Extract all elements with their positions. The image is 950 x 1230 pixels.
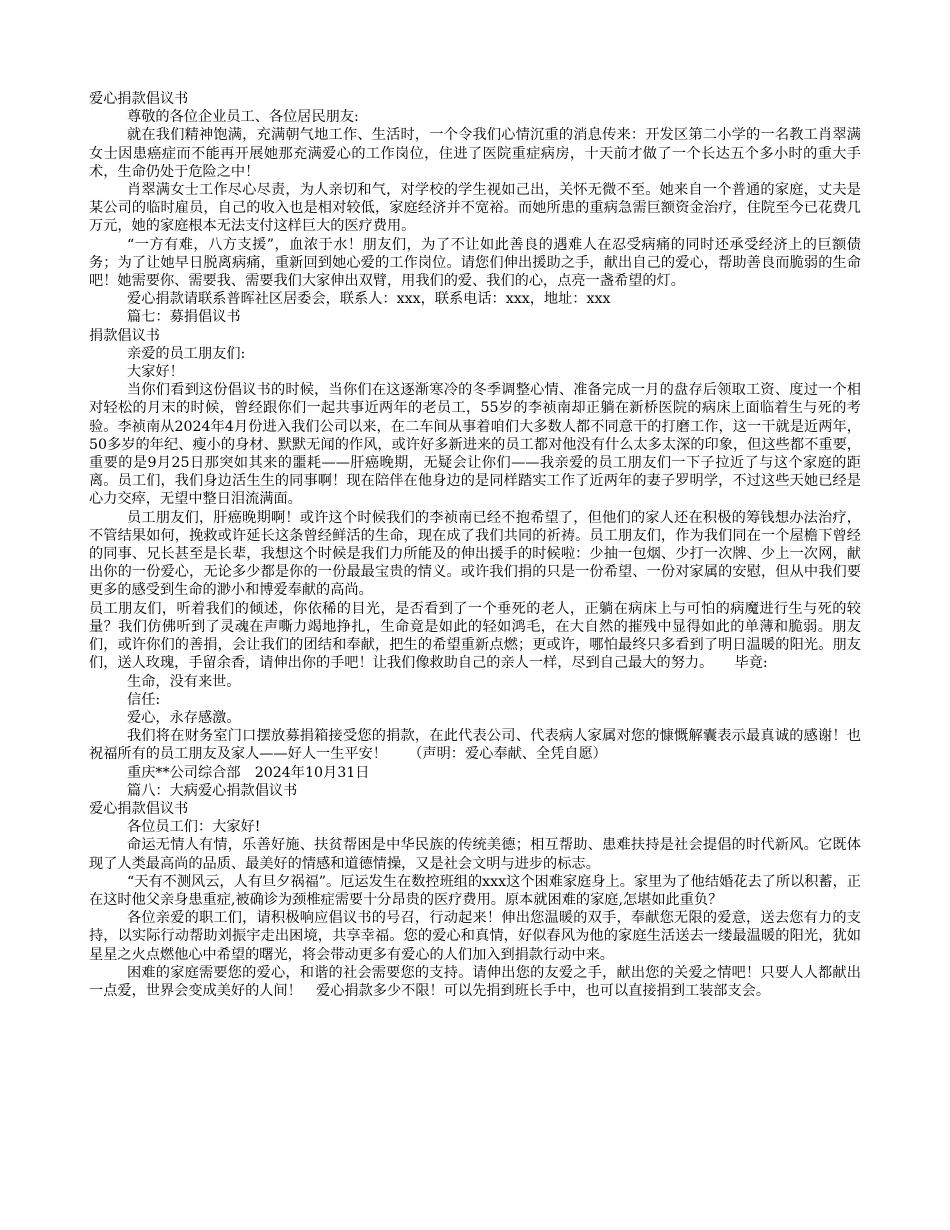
contact-line: 爱心捐款请联系普晖社区居委会，联系人：xxx，联系电话：xxx，地址：xxx [127, 291, 611, 308]
salutation: 尊敬的各位企业员工、各位居民朋友: [127, 109, 359, 126]
paragraph: 肖翠满女士工作尽心尽责，为人亲切和气，对学校的学生视如己出，关怀无微不至。她来自一个普通的家庭，丈夫是某公司的临时雇员，自己的收入也是相对较低，家庭经济并不宽裕。而她所患的重病急需巨额资金治疗，住院至今已花费几万元，她的家庭根本无法支付这样巨大的医疗费用。 [89, 182, 861, 235]
paragraph: 员工朋友们，肝癌晚期啊！或许这个时候我们的李祯南已经不抱希望了，但他们的家人还在积极的筹钱想办法治疗，不管结果如何，挽救或许延长这条曾经鲜活的生命，现在成了我们共同的祈祷。员工朋友们，作为我们同在一个屋檐下曾经的同事、兄长甚至是长辈，我想这个时候是我们力所能及的伸出援手的时候啦：少抽一包烟、少打一次牌、少上一次网，献出你的一份爱心，无论多少都是你的一份最最宝贵的情义。或许我们捐的只是一份希望、一份对家属的安慰，但从中我们要更多的感受到生命的渺小和博爱奉献的高尚。 [89, 509, 861, 599]
paragraph: 员工朋友们，听着我们的倾述，你依稀的目光，是否看到了一个垂死的老人，正躺在病床上与可怕的病魔进行生与死的较量？我们仿佛听到了灵魂在声嘶力竭地挣扎，生命竟是如此的轻如鸿毛，在大自然的摧残中显得如此的单薄和脆弱。朋友们，或许你们的善捐，会让我们的团结和奉献，把生的希望重新点燃；更或许，哪怕最终只多看到了明日温暖的阳光。朋友们，送人玫瑰，手留余香，请伸出你的手吧！让我们像救助自己的亲人一样，尽到自己最大的努力。 毕竟: [89, 600, 861, 672]
doc-title: 爱心捐款倡议书 [89, 800, 189, 817]
section-heading: 篇八：大病爱心捐款倡议书 [127, 782, 298, 799]
salutation: 亲爱的员工朋友们: [127, 345, 246, 362]
paragraph: 各位亲爱的职工们，请积极响应倡议书的号召，行动起来！伸出您温暖的双手，奉献您无限的爱意，送去您有力的支持，以实际行动帮助刘振宇走出困境，共享幸福。您的爱心和真情，好似春风为他的家庭生活送去一缕最温暖的阳光，犹如星星之火点燃他心中希望的曙光，将会带动更多有爱心的人们加入到捐款行动中来。 [89, 910, 861, 963]
short-line: 生命，没有来世。 [127, 673, 241, 690]
signature-line: 重庆**公司综合部 2024年10月31日 [127, 764, 370, 781]
paragraph: “一方有难，八方支援”，血浓于水！朋友们，为了不让如此善良的遇难人在忍受病痛的同时还承受经济上的巨额债务；为了让她早日脱离病痛，重新回到她心爱的工作岗位。请您们伸出援助之手，献出自己的爱心，帮助善良而脆弱的生命吧！她需要你、需要我、需要我们大家伸出双臂，用我们的爱、我们的心，点亮一盏希望的灯。 [89, 236, 861, 290]
salutation: 各位员工们：大家好! [127, 819, 261, 836]
paragraph: 当你们看到这份倡议书的时候，当你们在这逐渐寒冷的冬季调整心情、准备完成一月的盘存后领取工资、度过一个相对轻松的月末的时候，曾经跟你们一起共事近两年的老员工，55岁的李祯南却正躺在新桥医院的病床上面临着生与死的考验。李祯南从2024年4月份进入我们公司以来，在二车间从事着咱们大多数人都不同意干的打磨工作，这一干就是近两年，50多岁的年纪、瘦小的身材、默默无闻的作风，或许好多新进来的员工都对他没有什么太多太深的印象，但这些都不重要，重要的是9月25日那突如其来的噩耗——肝癌晚期，无疑会让你们——我亲爱的员工朋友们一下子拉近了与这个家庭的距离。员工们，我们身边活生生的同事啊！现在陪伴在他身边的是同样踏实工作了近两年的妻子罗明学，不过这些天她已经是心力交瘁，无望中整日泪流满面。 [89, 382, 861, 508]
greeting: 大家好！ [127, 364, 184, 381]
short-line: 信任: [127, 691, 161, 708]
doc-title: 爱心捐款倡议书 [89, 91, 189, 107]
section-heading: 篇七：募捐倡议书 [127, 309, 241, 326]
paragraph: 困难的家庭需要您的爱心，和谐的社会需要您的支持。请伸出您的友爱之手，献出您的关爱之情吧！只要人人都献出一点爱，世界会变成美好的人间！ 爱心捐款多少不限！可以先捐到班长手中，也可以直接捐到工装部支会。 [89, 964, 861, 999]
short-line: 爱心，永存感激。 [127, 709, 241, 726]
doc-title: 捐款倡议书 [89, 327, 160, 344]
paragraph: 我们将在财务室门口摆放募捐箱接受您的捐款，在此代表公司、代表病人家属对您的慷慨解囊表示最真诚的感谢！也祝福所有的员工朋友及家人——好人一生平安！ （声明：爱心奉献、全凭自愿） [89, 728, 861, 763]
paragraph: 命运无情人有情，乐善好施、扶贫帮困是中华民族的传统美德；相互帮助、患难扶持是社会提倡的时代新风。它既体现了人类最高尚的品质、最美好的情感和道德情操，又是社会文明与进步的标志。 [89, 837, 861, 872]
paragraph: “天有不测风云，人有旦夕祸福”。厄运发生在数控班组的xxx这个困难家庭身上。家里为了他结婚花去了所以积蓄，正在这时他父亲身患重症,被确诊为颈椎症需要十分昂贵的医疗费用。原本就困难的家庭,怎堪如此重负？ [89, 873, 861, 908]
document-body [89, 90, 861, 1000]
paragraph: 就在我们精神饱满，充满朝气地工作、生活时，一个令我们心情沉重的消息传来：开发区第二小学的一名教工肖翠满女士因患癌症而不能再开展她那充满爱心的工作岗位，住进了医院重症病房，十天前才做了一个长达五个多小时的重大手术，生命仍处于危险之中！ [89, 127, 861, 180]
